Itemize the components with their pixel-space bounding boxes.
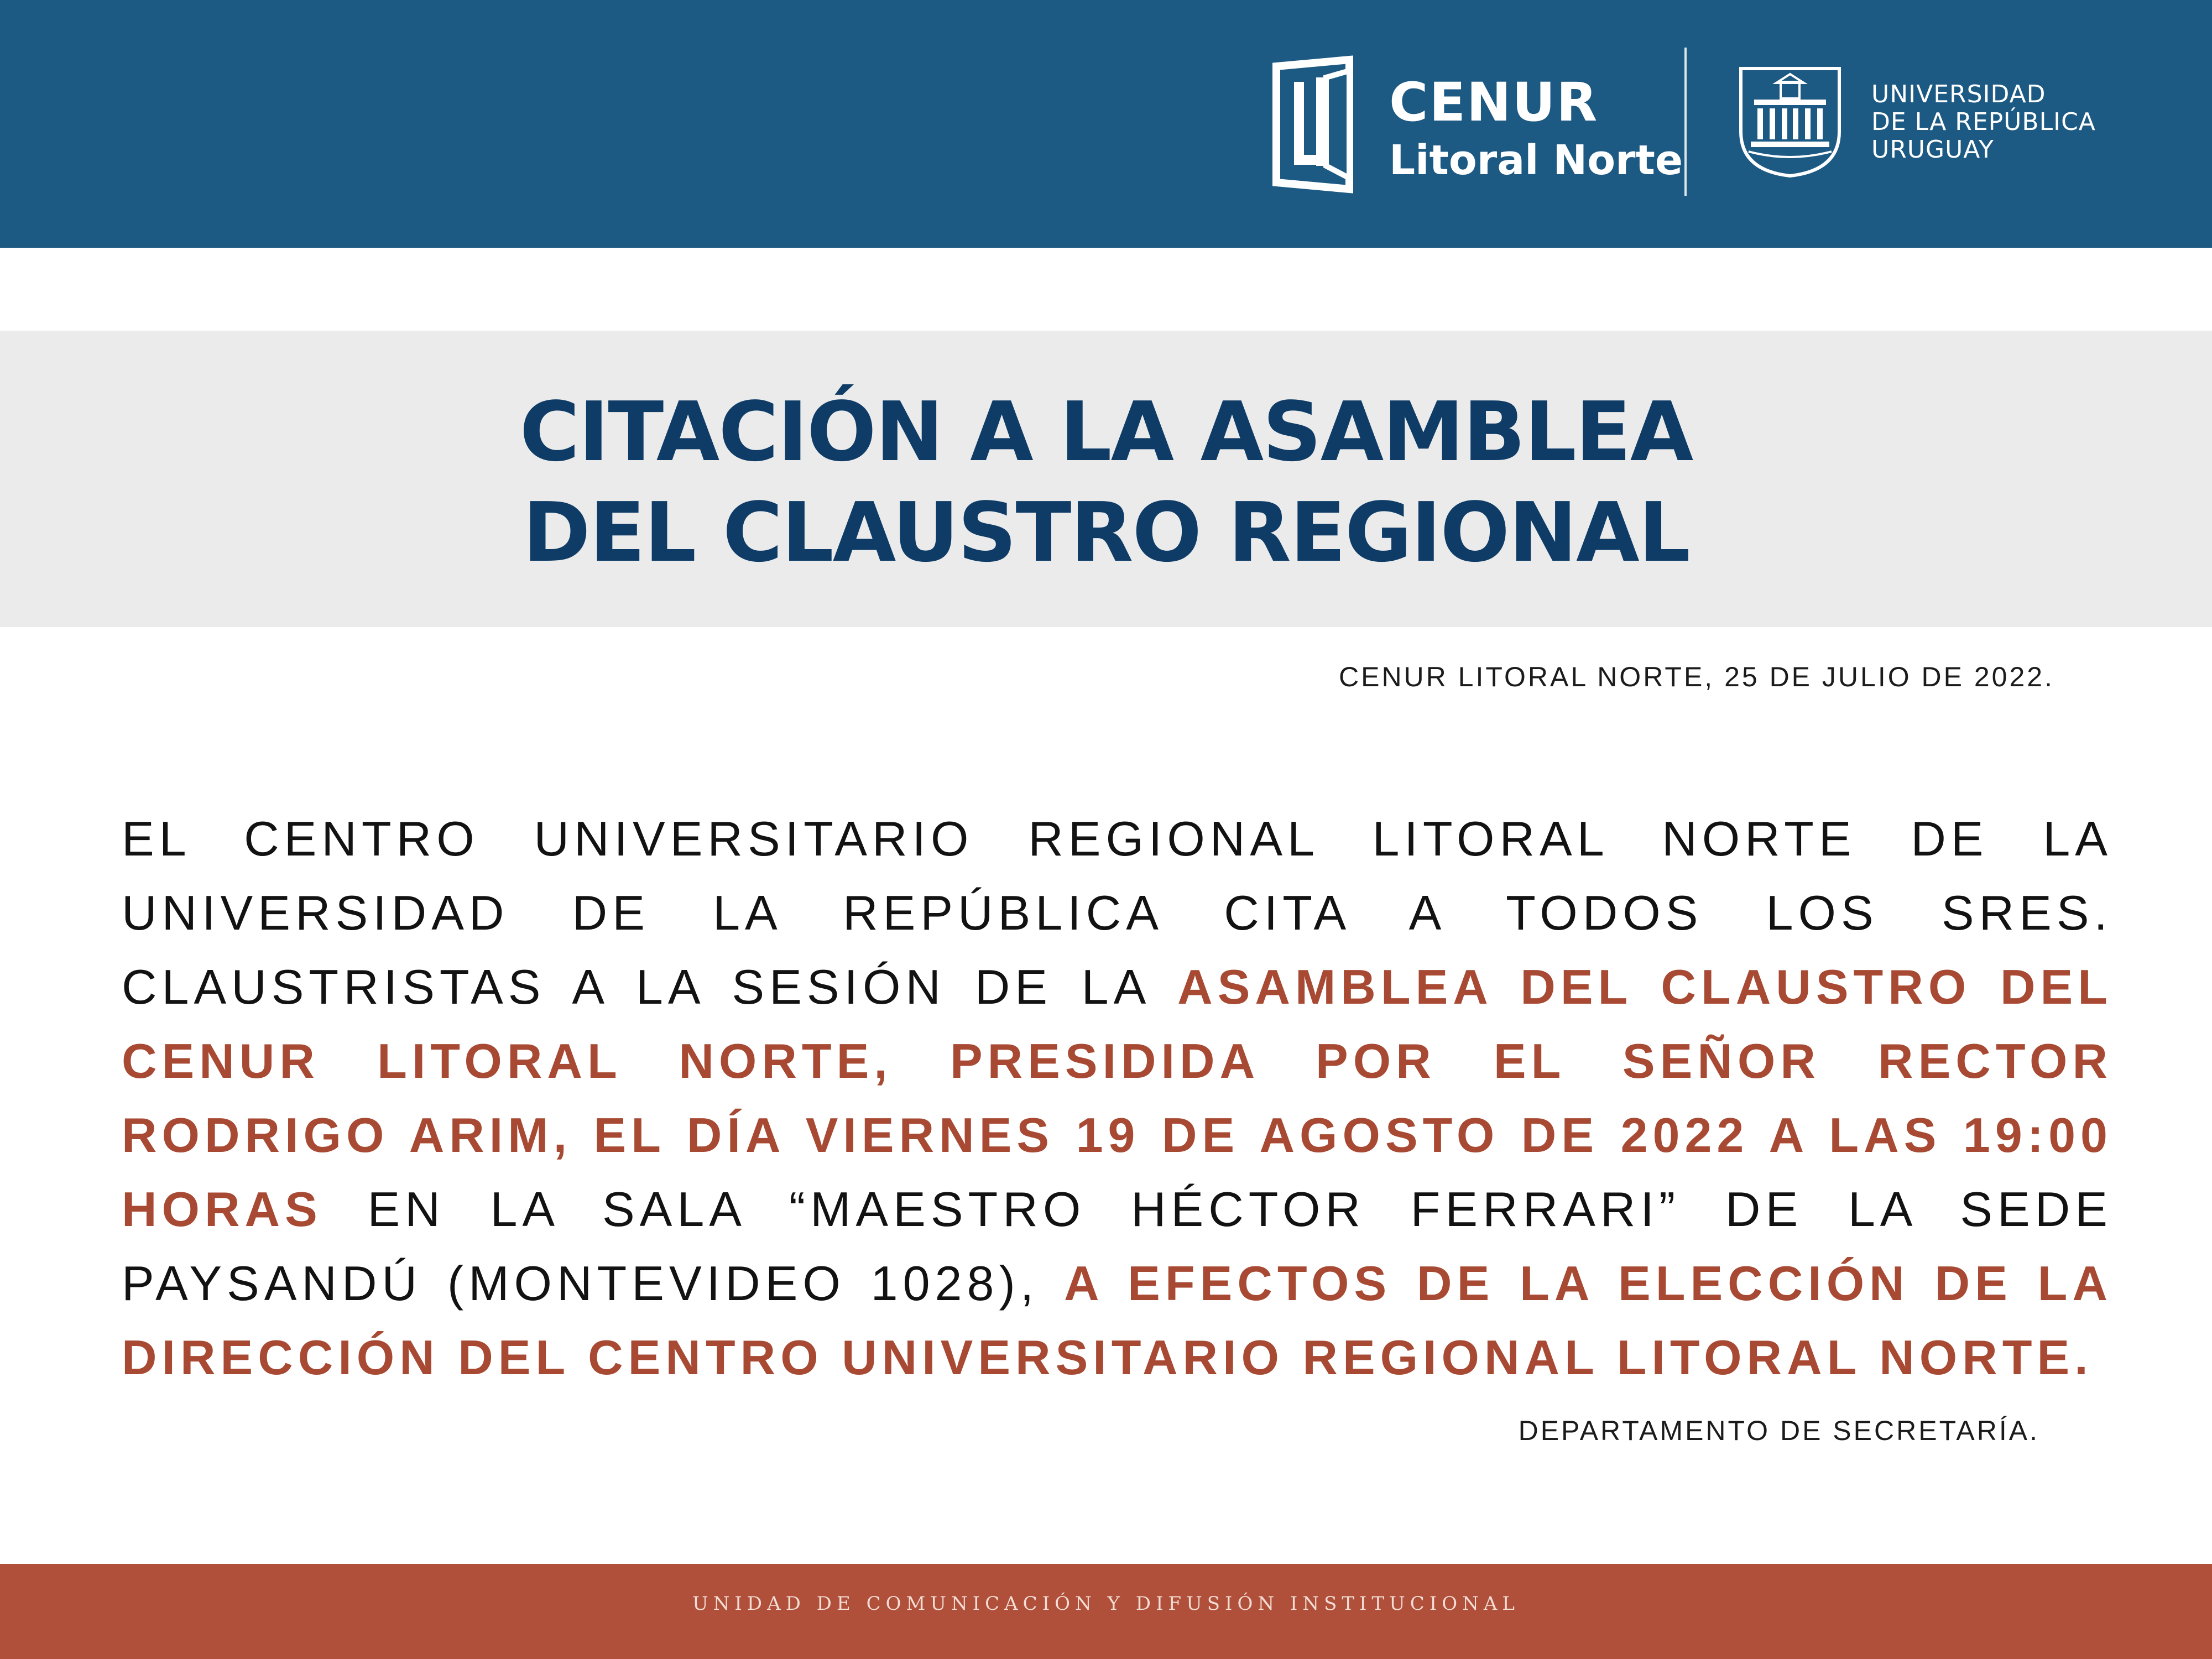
cenur-door-logo-icon <box>1272 55 1360 194</box>
page-title <box>0 382 2212 583</box>
body-text-part-1: EL CENTRO UNIVERSITARIO REGIONAL LITORAL NORTE DE LA UNIVERSIDAD DE LA REPÚBLICA CITA A TODOS LOS SRES. CLAUSTRISTAS A LA SESIÓN DE LA <box>122 811 2112 1014</box>
signature: DEPARTAMENTO DE SECRETARÍA. <box>1518 1415 2039 1446</box>
university-line-2: DE LA REPÚBLICA <box>1871 108 2096 136</box>
header-divider <box>1684 48 1687 196</box>
cenur-subname: Litoral Norte <box>1389 137 1683 184</box>
body-highlight-2: A EFECTOS DE LA ELECCIÓN DE LA DIRECCIÓN DEL CENTRO UNIVERSITARIO REGIONAL LITORAL NORTE. <box>122 1256 2112 1385</box>
university-line-1: UNIVERSIDAD <box>1871 80 2046 108</box>
body-text-part-2: EN LA SALA “MAESTRO HÉCTOR FERRARI” DE LA SEDE PAYSANDÚ (MONTEVIDEO 1028), <box>122 1182 2112 1311</box>
university-line-3: URUGUAY <box>1871 135 1994 164</box>
title-line-1: CITACIÓN A LA ASAMBLEA <box>519 384 1693 479</box>
cenur-name: CENUR <box>1389 71 1599 133</box>
date-line: CENUR LITORAL NORTE, 25 DE JULIO DE 2022. <box>1338 661 2054 692</box>
body-highlight-1: ASAMBLEA DEL CLAUSTRO DEL CENUR LITORAL NORTE, PRESIDIDA POR EL SEÑOR RECTOR RODRIGO ARIM, EL DÍA VIERNES 19 DE AGOSTO DE 2022 A LAS 19:00 HORAS <box>122 959 2112 1237</box>
udelar-building-seal-icon <box>1738 65 1843 178</box>
footer-text: UNIDAD DE COMUNICACIÓN Y DIFUSIÓN INSTITUCIONAL <box>692 1593 1520 1615</box>
body-paragraph <box>122 802 2112 1395</box>
university-name <box>1871 81 2096 164</box>
cenur-wordmark <box>1389 72 1683 188</box>
title-line-2: DEL CLAUSTRO REGIONAL <box>523 485 1689 580</box>
